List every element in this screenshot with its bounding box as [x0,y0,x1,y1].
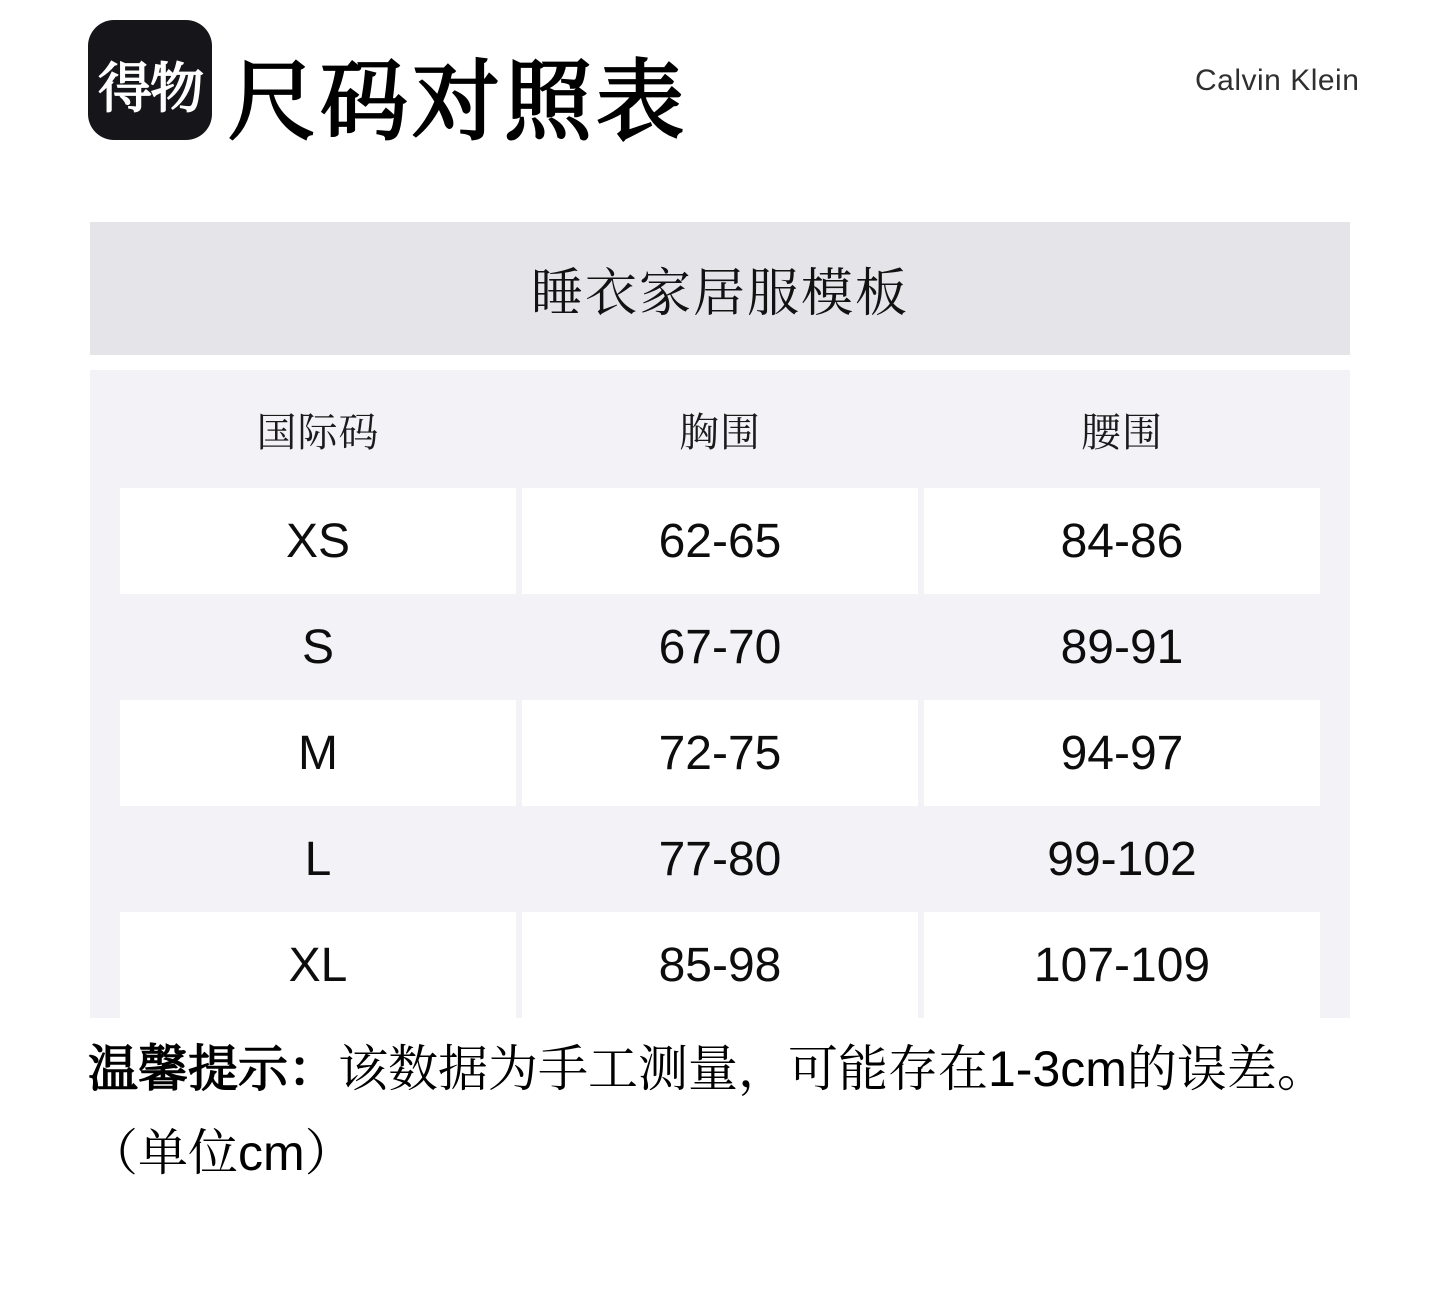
chest-value: 85-98 [522,912,918,1018]
column-header-chest: 胸围 [679,410,761,455]
size-value: L [304,832,332,886]
column-header-size: 国际码 [256,410,380,455]
chest-value: 77-80 [658,832,782,886]
footnote-unit: （单位cm） [88,1125,355,1181]
chest-value: 62-65 [522,488,918,594]
footnote-prefix: 温馨提示： [88,1041,338,1097]
size-value: M [120,700,516,806]
size-value: XL [120,912,516,1018]
size-table [90,370,1350,1018]
waist-value: 99-102 [1047,832,1197,886]
waist-value: 107-109 [924,912,1320,1018]
waist-value: 84-86 [924,488,1320,594]
template-banner-title: 睡衣家居服模板 [530,265,909,323]
table-row [90,488,1350,594]
footnote-line1 [88,1038,1398,1100]
size-value: XS [120,488,516,594]
table-header-row [90,370,1350,488]
dewu-logo-text: 得物 [98,58,202,119]
waist-value: 94-97 [924,700,1320,806]
brand-logo: Calvin Klein [1195,64,1360,97]
dewu-logo [88,20,212,140]
template-banner [90,222,1350,355]
column-header-waist: 腰围 [1081,410,1163,455]
table-row [90,912,1350,1018]
size-value: S [301,620,334,674]
chest-value: 67-70 [658,620,782,674]
table-row [90,806,1350,912]
page-title: 尺码对照表 [228,52,689,151]
footnote [88,1038,1398,1184]
table-row [90,700,1350,806]
footnote-text: 该数据为手工测量，可能存在1-3cm的误差。 [338,1041,1327,1097]
waist-value: 89-91 [1060,620,1184,674]
table-row [90,594,1350,700]
chest-value: 72-75 [522,700,918,806]
